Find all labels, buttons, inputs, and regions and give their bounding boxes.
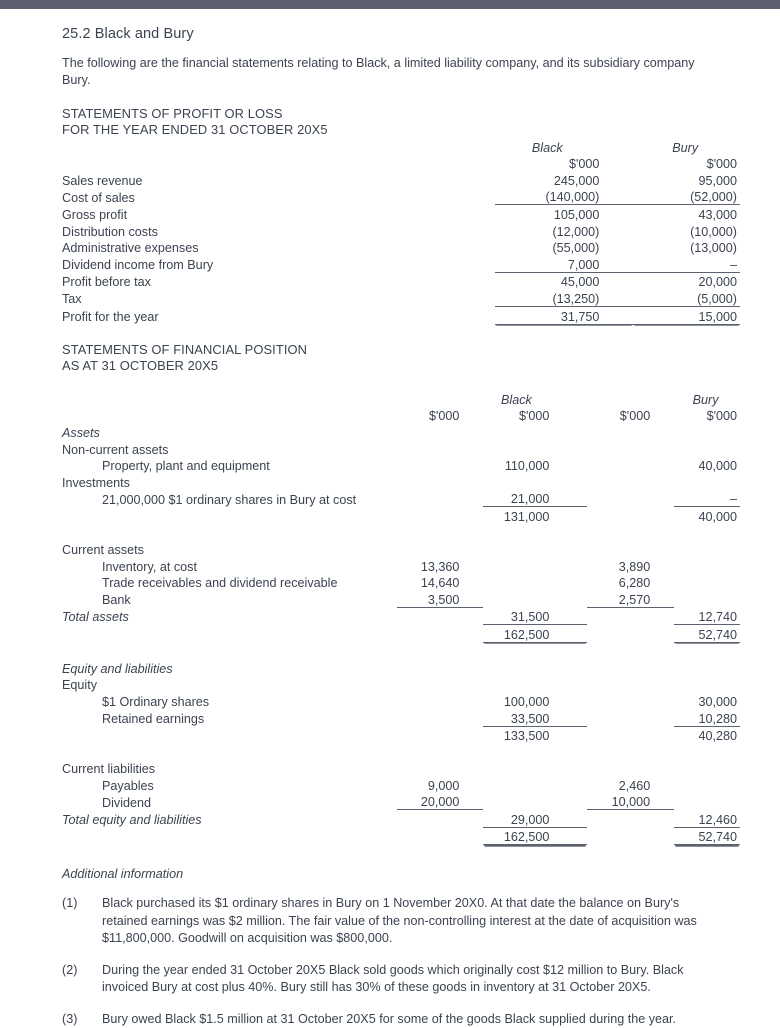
value-col-2: 110,000 (504, 459, 550, 474)
value-col-3 (587, 709, 674, 726)
row-label: Investments (62, 475, 130, 490)
financial-position-title-line1: STATEMENTS OF FINANCIAL POSITION (62, 341, 308, 357)
table-row (62, 440, 740, 457)
row-label: Tax (62, 292, 82, 307)
value-col-4: 10,280 (674, 709, 740, 726)
unit-header-1: $'000 (428, 409, 460, 424)
spacer-row (62, 743, 740, 760)
value-col-1 (397, 607, 484, 624)
table-row (62, 709, 740, 726)
value-col-2: 29,000 (483, 810, 587, 827)
note-text: Bury owed Black $1.5 million at 31 October 20X5 for some of the goods Black supplied during the year. (102, 1011, 677, 1026)
row-label: 21,000,000 $1 ordinary shares in Bury at cost (102, 492, 357, 507)
row-label: Sales revenue (62, 173, 143, 188)
unit-header-2: $'000 (519, 409, 550, 424)
table-row (62, 255, 740, 272)
column-header-bury: Bury (672, 140, 699, 155)
table-row (62, 624, 740, 642)
financial-position-header-names (62, 390, 740, 407)
value-col-3 (587, 810, 674, 827)
value-col-3 (587, 624, 674, 642)
value-col-4 (674, 793, 740, 810)
top-bar (0, 0, 780, 9)
table-row (62, 574, 740, 591)
note-item (62, 962, 720, 997)
value-col-3 (587, 423, 674, 440)
value-col-2: 21,000 (483, 490, 587, 507)
financial-position-rows (62, 423, 740, 844)
table-row (62, 306, 740, 324)
table-row (62, 827, 740, 845)
value-col-4: 30,000 (698, 694, 737, 709)
profit-loss-title-line2: FOR THE YEAR ENDED 31 OCTOBER 20X5 (62, 122, 328, 137)
value-col-4 (674, 574, 740, 591)
value-col-4: – (674, 490, 740, 507)
value-bury: 43,000 (698, 207, 737, 222)
value-col-3: 2,570 (587, 590, 674, 607)
table-row (62, 540, 740, 557)
value-black: 245,000 (553, 173, 600, 188)
profit-loss-header-units (62, 155, 740, 172)
row-label: Trade receivables and dividend receivable (102, 576, 338, 591)
value-col-3: 6,280 (618, 576, 651, 591)
value-col-1: 20,000 (397, 793, 484, 810)
table-row (62, 760, 740, 777)
value-bury: – (633, 255, 740, 272)
value-col-2 (483, 760, 587, 777)
table-row (62, 557, 740, 574)
unit-header-3: $'000 (619, 409, 651, 424)
value-bury: 15,000 (633, 306, 740, 324)
value-col-4 (674, 590, 740, 607)
value-col-2 (483, 440, 587, 457)
table-row (62, 473, 740, 490)
value-col-4: 40,000 (698, 509, 737, 524)
row-label: Bank (102, 593, 131, 608)
value-col-3 (587, 760, 674, 777)
value-col-1 (397, 540, 484, 557)
table-row (62, 692, 740, 709)
table-row (62, 507, 740, 524)
value-black: 45,000 (560, 275, 600, 290)
row-label: Property, plant and equipment (102, 459, 270, 474)
value-col-4: 52,740 (674, 827, 740, 845)
value-col-2: 100,000 (503, 694, 550, 709)
value-col-1 (397, 473, 484, 490)
table-row (62, 607, 740, 624)
value-col-2 (483, 574, 587, 591)
value-col-2 (483, 676, 587, 693)
spacer-cell (62, 407, 397, 424)
spacer-cell (62, 743, 740, 760)
value-col-2 (483, 473, 587, 490)
table-row (62, 239, 740, 256)
value-col-1 (397, 624, 484, 642)
value-col-4: 40,000 (698, 459, 737, 474)
table-row (62, 171, 740, 188)
table-row (62, 272, 740, 289)
intro-paragraph: The following are the financial statements relating to Black, a limited liability company, and its subsidiary company Bury. (62, 56, 695, 87)
spacer-cell (62, 524, 740, 541)
financial-position-title (62, 342, 780, 374)
value-black: 31,750 (495, 306, 633, 324)
profit-loss-title-line1: STATEMENTS OF PROFIT OR LOSS (62, 106, 283, 121)
table-row (62, 222, 740, 239)
row-label: Dividend income from Bury (62, 258, 214, 273)
value-col-1 (397, 676, 484, 693)
spacer-cell (62, 390, 397, 407)
profit-loss-rows (62, 171, 740, 324)
row-label: Total equity and liabilities (62, 813, 202, 828)
financial-position-header-units (62, 407, 740, 424)
value-col-2: 31,500 (483, 607, 587, 624)
spacer-cell (62, 138, 495, 155)
value-col-2 (483, 557, 587, 574)
value-col-2 (483, 659, 587, 676)
value-col-1 (397, 726, 484, 743)
row-label: Current assets (62, 543, 144, 558)
row-label: Cost of sales (62, 190, 135, 205)
row-label: Profit before tax (62, 275, 151, 290)
row-label (62, 507, 397, 524)
spacer-cell (62, 155, 495, 172)
row-label: Gross profit (62, 207, 128, 222)
table-row (62, 793, 740, 810)
row-label: Current liabilities (62, 762, 156, 777)
value-bury: (52,000) (633, 188, 740, 205)
value-black: (13,250) (495, 289, 633, 306)
value-col-4: 12,460 (674, 810, 740, 827)
value-col-4 (674, 676, 740, 693)
value-black: 105,000 (553, 207, 600, 222)
value-bury: 20,000 (698, 275, 737, 290)
row-label: $1 Ordinary shares (102, 694, 210, 709)
value-col-1: 14,640 (420, 576, 460, 591)
value-col-3 (587, 473, 674, 490)
value-col-1 (397, 440, 484, 457)
value-col-3: 2,460 (618, 778, 651, 793)
row-label: Administrative expenses (62, 241, 199, 256)
value-col-4 (674, 473, 740, 490)
unit-header-4: $'000 (706, 409, 737, 424)
column-header-bury: Bury (692, 392, 719, 407)
row-label (62, 624, 397, 642)
note-marker: (1) (62, 896, 78, 911)
value-col-3: 10,000 (587, 793, 674, 810)
value-col-4: 52,740 (674, 624, 740, 642)
value-black: (140,000) (495, 188, 633, 205)
value-col-3 (587, 440, 674, 457)
row-label (62, 726, 397, 743)
value-col-4 (674, 659, 740, 676)
table-row (62, 676, 740, 693)
value-col-3 (587, 457, 674, 474)
row-label: Payables (102, 778, 154, 793)
value-col-3 (587, 507, 674, 524)
value-black: (12,000) (552, 224, 600, 239)
value-col-1: 9,000 (427, 778, 460, 793)
profit-loss-title (62, 106, 780, 138)
value-col-1 (397, 457, 484, 474)
value-col-3 (587, 676, 674, 693)
value-col-3 (587, 607, 674, 624)
column-header-black: Black (531, 140, 563, 155)
value-col-2 (483, 793, 587, 810)
note-item (62, 895, 720, 948)
table-row (62, 776, 740, 793)
value-col-3 (587, 692, 674, 709)
value-col-2: 33,500 (483, 709, 587, 726)
column-header-black: Black (501, 392, 532, 407)
row-label: Distribution costs (62, 224, 158, 239)
value-col-3 (587, 726, 674, 743)
value-col-2: 162,500 (483, 827, 587, 845)
value-col-4: 12,740 (674, 607, 740, 624)
additional-information-title: Additional information (62, 867, 184, 882)
note-marker: (3) (62, 1011, 78, 1026)
value-col-2 (483, 540, 587, 557)
spacer-row (62, 642, 740, 659)
value-col-4: 40,280 (698, 729, 737, 744)
value-col-4 (674, 760, 740, 777)
table-row (62, 490, 740, 507)
table-row (62, 423, 740, 440)
value-col-3: 3,890 (618, 559, 651, 574)
row-label: Retained earnings (102, 712, 205, 726)
row-label: Assets (62, 425, 100, 440)
profit-loss-table (62, 138, 740, 325)
table-row (62, 188, 740, 205)
value-col-4 (674, 776, 740, 793)
unit-header-black: $'000 (568, 157, 600, 172)
value-col-2 (483, 776, 587, 793)
row-label: Dividend (102, 795, 152, 810)
table-row (62, 590, 740, 607)
value-col-4 (674, 423, 740, 440)
financial-position-title-line2: AS AT 31 OCTOBER 20X5 (62, 357, 219, 373)
value-col-2 (483, 423, 587, 440)
profit-loss-header-names (62, 138, 740, 155)
page-title: 25.2 Black and Bury (62, 26, 194, 42)
value-bury: 95,000 (698, 173, 737, 188)
value-col-3 (587, 659, 674, 676)
value-col-3 (587, 827, 674, 845)
value-bury: (10,000) (690, 224, 737, 239)
value-bury: (13,000) (690, 241, 737, 256)
value-col-1 (397, 659, 484, 676)
value-col-4 (674, 557, 740, 574)
value-col-1 (397, 760, 484, 777)
row-label (62, 827, 397, 845)
value-col-1 (397, 490, 484, 507)
row-label: Total assets (62, 610, 129, 625)
note-item (62, 1011, 720, 1028)
row-label: Equity and liabilities (62, 661, 173, 676)
value-col-1 (397, 827, 484, 845)
value-col-1: 13,360 (420, 559, 460, 574)
table-row (62, 205, 740, 222)
financial-position-header (62, 374, 740, 424)
spacer-cell (62, 642, 740, 659)
value-black: (55,000) (552, 241, 600, 256)
table-row (62, 810, 740, 827)
document-content (0, 9, 780, 1028)
row-label: Non-current assets (62, 442, 169, 457)
note-text: Black purchased its $1 ordinary shares in Bury on 1 November 20X0. At that date the balance on Bury's retained earnings was $2 million. The fair value of the non-controlling interest at the date of acquisition was $11,800,000. Goodwill on acquisition was $800,000. (102, 896, 697, 946)
spacer-cell (62, 374, 740, 391)
profit-loss-body (62, 138, 740, 171)
value-bury: (5,000) (633, 289, 740, 306)
value-col-3 (587, 490, 674, 507)
value-col-3 (587, 540, 674, 557)
note-marker: (2) (62, 962, 78, 977)
value-black: 7,000 (495, 255, 633, 272)
row-label: Equity (62, 678, 98, 693)
note-text: During the year ended 31 October 20X5 Black sold goods which originally cost $12 million to Bury. Black invoiced Bury at cost plus 40%. Bury still has 30% of these goods in inventory at 31 October 20X5. (102, 962, 684, 995)
value-col-1 (397, 709, 484, 726)
value-col-4 (674, 440, 740, 457)
row-label: Profit for the year (62, 310, 159, 325)
value-col-1 (397, 810, 484, 827)
value-col-4 (674, 540, 740, 557)
additional-information-notes (0, 895, 780, 1028)
value-col-1: 3,500 (397, 590, 484, 607)
value-col-2 (483, 590, 587, 607)
value-col-1 (397, 423, 484, 440)
value-col-1 (397, 507, 484, 524)
value-col-2: 133,500 (503, 729, 550, 744)
unit-header-bury: $'000 (706, 157, 737, 172)
table-row (62, 726, 740, 743)
value-col-1 (397, 692, 484, 709)
table-row (62, 457, 740, 474)
value-col-2: 131,000 (503, 509, 550, 524)
financial-position-table (62, 374, 740, 846)
header-gap-row (62, 374, 740, 391)
value-col-2: 162,500 (483, 624, 587, 642)
spacer-cell (587, 390, 674, 407)
spacer-cell (397, 390, 484, 407)
row-label: Inventory, at cost (102, 559, 197, 574)
spacer-row (62, 524, 740, 541)
table-row (62, 659, 740, 676)
table-row (62, 289, 740, 306)
